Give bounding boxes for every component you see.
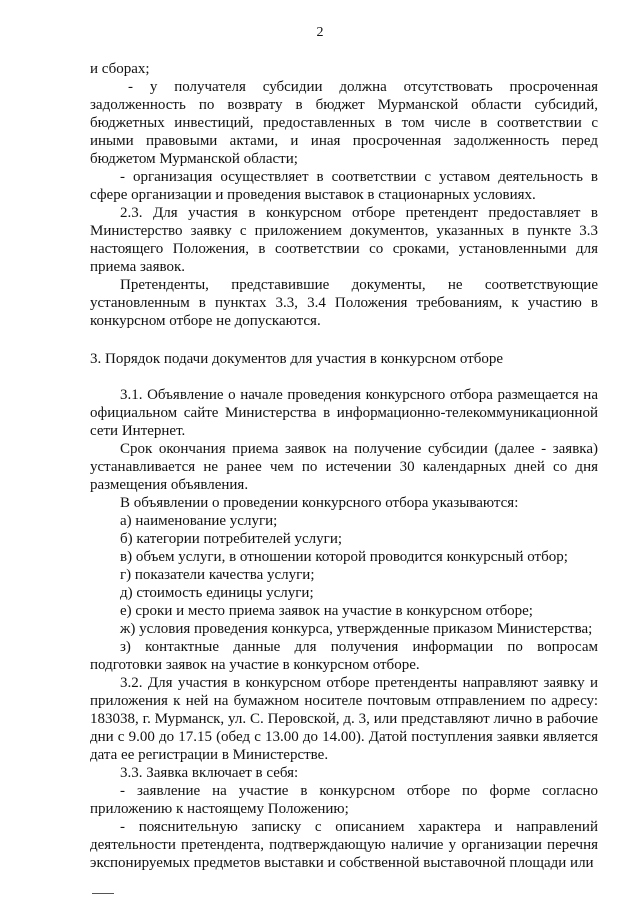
- list-item: е) сроки и место приема заявок на участие в конкурсном отборе;: [120, 603, 533, 619]
- page-number: 2: [316, 25, 324, 40]
- footer-rule: [92, 893, 114, 894]
- paragraph: В объявлении о проведении конкурсного отбора указываются:: [120, 495, 519, 511]
- paragraph: и сборах;: [90, 61, 150, 77]
- section-heading: 3. Порядок подачи документов для участия в конкурсном отборе: [90, 351, 503, 367]
- paragraph: 3.3. Заявка включает в себя:: [120, 765, 299, 781]
- list-item: а) наименование услуги;: [120, 513, 278, 529]
- paragraph: 3.1. Объявление о начале проведения конкурсного отбора размещается на официальном сайте Министерства в информационно-телекоммуникационной сети Интернет.: [90, 387, 598, 439]
- list-item: - пояснительную записку с описанием характера и направлений деятельности претендента, подтверждающую наличие у организации перечня экспонируемых предметов выставки и собственной выставочной площади или: [90, 819, 598, 871]
- list-item: б) категории потребителей услуги;: [120, 531, 343, 547]
- list-item: ж) условия проведения конкурса, утвержденные приказом Министерства;: [120, 621, 593, 637]
- paragraph: 3.2. Для участия в конкурсном отборе претенденты направляют заявку и приложения к ней на бумажном носителе почтовым отправлением по адресу: 183038, г. Мурманск, ул. С. Перовской, д. 3, или представляют лично в рабочие дни с 9.00 до 17.15 (обед с 13.00 до 14.00). Датой поступления заявки является дата ее регистрации в Министерстве.: [90, 675, 598, 763]
- paragraph: 2.3. Для участия в конкурсном отборе претендент предоставляет в Министерство заявку с приложением документов, указанных в пункте 3.3 настоящего Положения, в соответствии со сроками, установленными для приема заявок.: [90, 205, 598, 275]
- paragraph: Претенденты, представившие документы, не соответствующие установленным в пунктах 3.3, 3.4 Положения требованиям, к участию в конкурсном отборе не допускаются.: [90, 277, 598, 329]
- paragraph: Срок окончания приема заявок на получение субсидии (далее - заявка) устанавливается не ранее чем по истечении 30 календарных дней со дня размещения объявления.: [90, 441, 598, 493]
- list-item: д) стоимость единицы услуги;: [120, 585, 314, 601]
- paragraph: - организация осуществляет в соответствии с уставом деятельность в сфере организации и проведения выставок в стационарных условиях.: [90, 169, 598, 203]
- list-item: в) объем услуги, в отношении которой проводится конкурсный отбор;: [120, 549, 568, 565]
- list-item: з) контактные данные для получения информации по вопросам подготовки заявок на участие в конкурсном отборе.: [90, 639, 598, 673]
- paragraph: - у получателя субсидии должна отсутствовать просроченная задолженность по возврату в бюджет Мурманской области субсидий, бюджетных инвестиций, предоставленных в том числе в соответствии с иными правовыми актами, и иная просроченная задолженность перед бюджетом Мурманской области;: [90, 79, 598, 167]
- document-body: [90, 60, 598, 872]
- list-item: г) показатели качества услуги;: [120, 567, 315, 583]
- list-item: - заявление на участие в конкурсном отборе по форме согласно приложению к настоящему Положению;: [90, 783, 598, 817]
